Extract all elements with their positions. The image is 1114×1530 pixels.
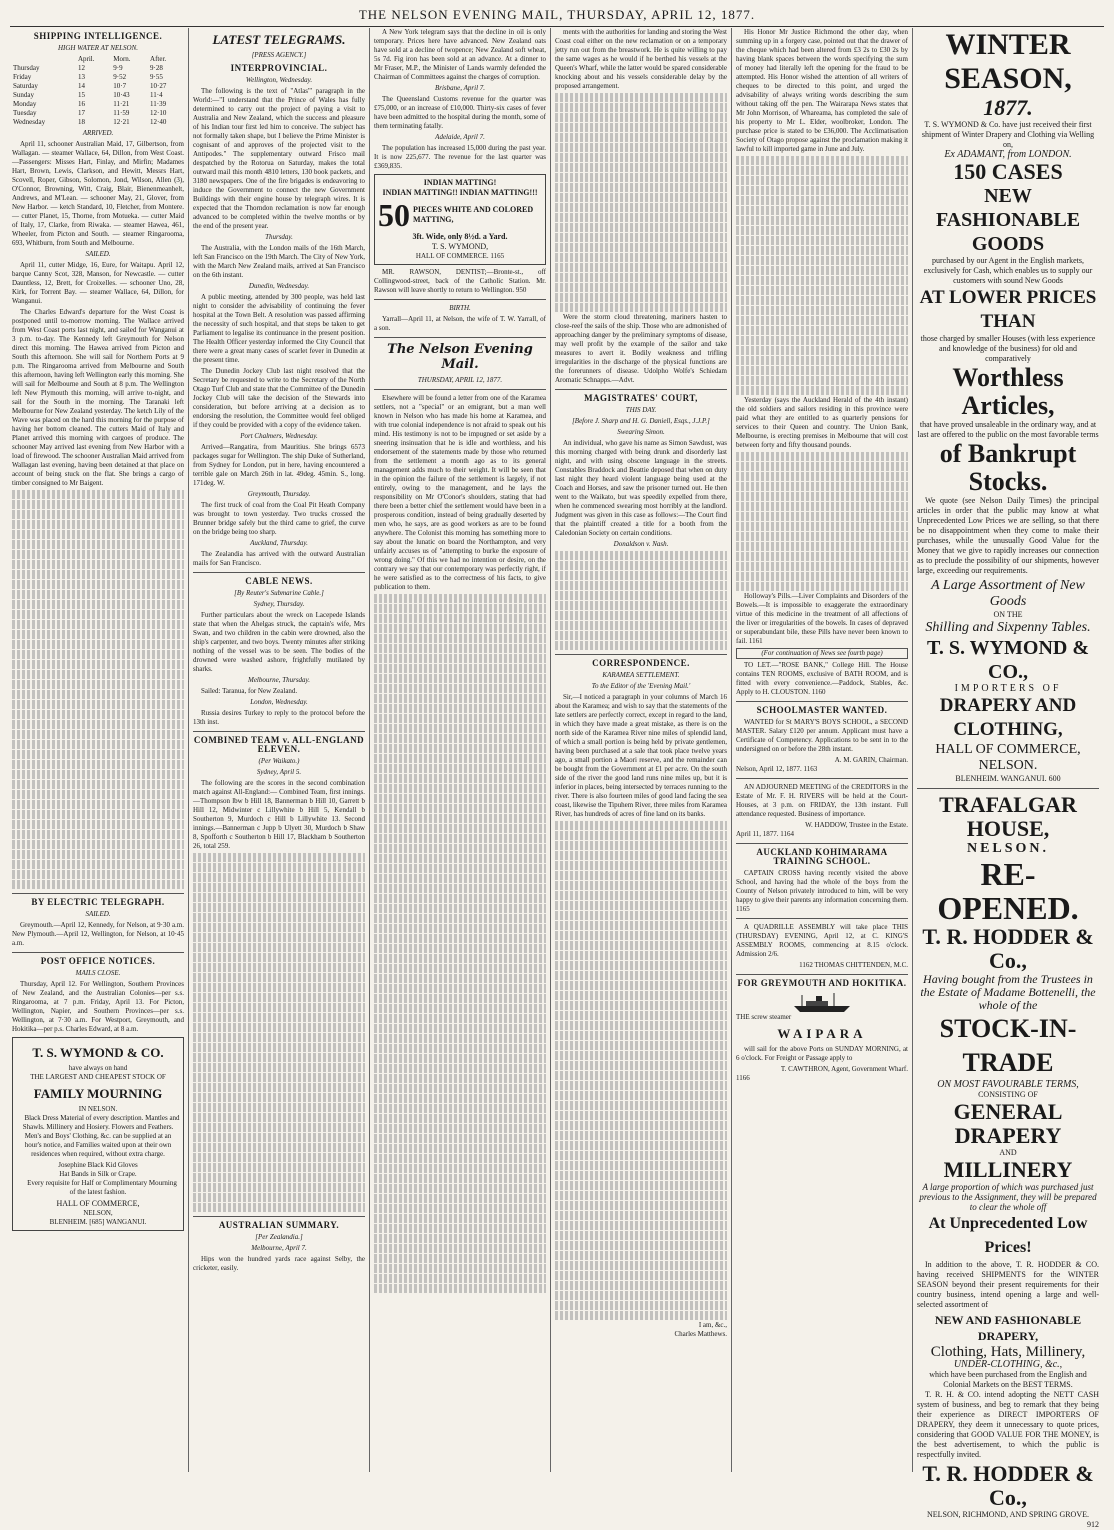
under-clothing: UNDER-CLOTHING, &c., (953, 1359, 1063, 1370)
court-text: An individual, who gave his name as Simon Sawdust, was this morning charged with being drunk and disorderly last night, and with using obscene language in the streets. Constables Braddock and Beattie deposed that when on duty last night they heard violent language being used at the Coach and Horses, and saw the prisoner turned out. He then went to the Waikato, but was speedily expelled from there, when he commenced swearing most horribly at the landlord. Judgment was given in this case as follows:—The Court find that the plaintiff created a title for a booth from the Caledonian Society on certain conditions. (555, 439, 727, 537)
dateline: Sydney, Thursday. (253, 600, 305, 608)
hodder-heading: T. R. HODDER & Co., (922, 924, 1094, 973)
shipping-news: The Charles Edward's departure for the West Coast is postponed until to-morrow morning. The Wallace arrived from West Coast ports last night, and sailed for Wanganui at 3 p.m. to-day. The Kennedy left Greymouth for Nelson direct this morning. The Hawea arrived from Picton and South this afternoon. She will sail for Northern Ports at 9 p.m. The Ringarooma arrived from Melbourne and South this afternoon, having left Wellington early this morning. She will sail for Melbourne and South at 8 p.m. The Wellington left New Plymouth this morning, will arrive to-night, and sail for the South in the morning. The Taranaki left Melbourne for New Zealand yesterday. The ketch Lily of the Wave was placed on the hard this morning for the purpose of having her bottom cleaned. The cutters Maid of Italy and Planet arrived this morning with cargoes of produce. The schooner May arrived last evening from New Harbor with a load of firewood. The schooner Australian Maid arrived from Wallagan last evening, having been detained at that place on account of being stuck on the flat. She brings a cargo of timber consigned to Mr Baigent. (12, 308, 184, 487)
divider (736, 843, 908, 844)
ad-line: have always on hand (68, 1064, 128, 1072)
correspondence-subject: KARAMEA SETTLEMENT. (602, 671, 680, 679)
consisting: CONSISTING OF (978, 1090, 1038, 1099)
paper-nameplate: The Nelson Evening Mail. (387, 342, 533, 372)
table-row: Thursday 12 9·9 9·28 (13, 64, 163, 72)
ad-places: BLENHEIM. [685] WANGANUI. (49, 1218, 147, 1226)
millinery-heading: MILLINERY (943, 1157, 1073, 1182)
dateline: Auckland, Thursday. (250, 539, 308, 547)
hall-of-commerce: HALL OF COMMERCE, (935, 742, 1081, 757)
text-filler (736, 156, 908, 395)
article-text: A public meeting, attended by 300 people, was held last night to consider the advisability of continuing the fever hospital at the Town Belt. A resolution was passed affirming the necessity of such hospital, and that steps be taken to get Parliament to legalise its continuance in the present position. The Health Officer yesterday informed the City Council that there were a great many cases of scarlet fever in Dunedin at the present time. (193, 293, 365, 364)
article-text: The Dunedin Jockey Club last night resolved that the Secretary be requested to write to the Secretary of the North Otago Turf Club and state that the Committee of the Dunedin Jockey Club will take the decision of the Stewards into consideration, but before arriving at a decision as to endorsing the resolution, the Committee would feel obliged if they could be provided with a copy of the evidence taken. (193, 367, 365, 429)
article-text: The population has increased 15,000 during the past year. It is now 225,677. The revenue for the last quarter was £369,835. (374, 144, 546, 170)
table-row: Saturday 14 10·7 10·27 (13, 82, 167, 90)
shipping-heading: SHIPPING INTELLIGENCE. (33, 31, 163, 41)
quadrille-sign: 1162 THOMAS CHITTENDEN, M.C. (799, 961, 908, 969)
ad-gloves: Josephine Black Kid Gloves (58, 1161, 138, 1169)
table-row: Monday 16 11·21 11·39 (13, 100, 167, 108)
zealandia-note: [Per Zealandia.] (255, 1233, 303, 1241)
greymouth-agent: T. CAWTHRON, Agent, Government Wharf. (780, 1065, 908, 1073)
table-row: Sunday 15 10·43 11·4 (13, 91, 163, 99)
court-case-2: Donaldson v. Nash. (613, 540, 669, 548)
that-text: that have proved unsaleable in the ordinary way, and at last are offered to the public on the most favorable terms (917, 420, 1099, 439)
bankrupt-heading: of Bankrupt Stocks. (939, 439, 1077, 496)
unprecedented-heading: At Unprecedented Low Prices! (928, 1215, 1088, 1256)
mails-close: MAILS CLOSE. (75, 969, 121, 977)
tables: Shilling and Sixpenny Tables. (925, 620, 1091, 635)
divider (374, 337, 546, 338)
creditors-sign: W. HADDOW, Trustee in the Estate. (805, 821, 908, 829)
tide-header: April. Morn. After. (77, 55, 167, 63)
steamer-icon (736, 991, 908, 1013)
article-text: Further particulars about the wreck on Lacepede Islands state that when the Ahelgas struck, the captain's wife, Mrs Swan, and two children in the cabin were drowned, also the ship's carpenter, and two boys. Twenty minutes after striking nothing of the vessel was to be seen. The bodies of the drowned were washed ashore, frightfully mutilated by sharks. (193, 611, 365, 673)
winter-ship: Ex ADAMANT, from LONDON. (944, 149, 1072, 160)
trafalgar-heading: TRAFALGAR HOUSE, (939, 792, 1077, 841)
creditors-date: April 11, 1877. 1164 (736, 830, 795, 838)
dateline: Adelaide, April 7. (435, 133, 485, 141)
winter-year: 1877. (983, 95, 1033, 120)
dateline: Wellington, Wednesday. (245, 76, 313, 84)
reuter-note: [By Reuter's Submarine Cable.] (234, 589, 324, 597)
article-text: Yesterday (says the Auckland Herald of the 4th instant) the old soldiers and sailors residing in this province were paid what they are entitled to as quarterly pensions for services to their Queen and country. The Union Bank, Melbourne, is erecting premises in Melbourne that will cost between forty and fifty thousand pounds. (736, 396, 908, 449)
column-4 (551, 28, 732, 1472)
which-text: which have been purchased from the English and Colonial Markets on the BEST TERMS. (929, 1370, 1087, 1389)
telegraph-sailed: SAILED. (85, 910, 111, 918)
divider (374, 299, 546, 300)
clothing-hats: Clothing, Hats, Millinery, (930, 1344, 1086, 1360)
article-text: The following are the scores in the second combination match against All-England:— Combined Team, first innings.—Thompson lbw b Hill 18, Bannerman b Hill 10, Garrett b Hill 12, Midwinter c Lillywhite b Hill 5, Kendall b Southerton 9, Murdoch c Hill b Lillywhite 13. Second innings.—Bannerman c Jupp b Ulyett 30, Murdoch b Shaw 8, Spofforth c Southerton b Hill 17, Blackham b Southerton 26, total 259. (193, 779, 365, 850)
telegraph-text: Greymouth.—April 12, Kennedy, for Nelson, at 9·30 a.m. New Plymouth.—April 12, Wellington, for Nelson, at 10·45 a.m. (12, 921, 184, 947)
kohimarama-heading: AUCKLAND KOHIMARAMA TRAINING SCHOOL. (756, 847, 888, 866)
text-filler (555, 93, 727, 312)
interprovincial-heading: INTERPROVINCIAL. (230, 63, 328, 73)
high-water-heading: HIGH WATER AT NELSON. (57, 44, 139, 52)
column-5 (732, 28, 913, 1472)
column-3 (370, 28, 551, 1472)
matting-number: 50 (378, 197, 410, 233)
importers: IMPORTERS OF (954, 683, 1062, 694)
those-text: those charged by smaller Houses (with less experience and knowledge of the business) for old and comparatively (920, 334, 1096, 363)
divider (736, 778, 908, 779)
summary-heading: AUSTRALIAN SUMMARY. (218, 1220, 340, 1230)
divider (917, 788, 1099, 789)
addition-text: In addition to the above, T. R. HODDER & CO. having received SHIPMENTS for the WINTER SEASON beyond their present requirements for their country business, intend opening a large and well-selected assortment of (917, 1260, 1099, 1309)
article-text: A New York telegram says that the decline in oil is only temporary. Prices here have advanced. New Zealand oats have sold at a decline of twopence; New Zealand soft wheat, 5s 7d. Fig iron has been sold at an advance. At a dinner to Mr Fraser, M.P., the Minister of Lands warmly defended the Chairman of Committees against the charges of corruption. (374, 28, 546, 81)
table-row: Friday 13 9·52 9·55 (13, 73, 163, 81)
dateline: London, Wednesday. (250, 698, 308, 706)
divider (736, 701, 908, 702)
court-case: Swearing Simon. (617, 428, 665, 436)
winter-intro: T. S. WYMOND & Co. have just received their first shipment of Winter Drapery and Clothing via Welling on, (921, 120, 1095, 149)
schoolmaster-heading: SCHOOLMASTER WANTED. (756, 705, 888, 715)
column-6-advertisements (913, 28, 1103, 1529)
columns (8, 28, 1106, 1529)
sailed-heading: SAILED. (85, 250, 111, 258)
continuation-note: (For continuation of News see fourth page) (736, 648, 908, 659)
divider (736, 974, 908, 975)
editorial-date: THURSDAY, APRIL 12, 1877. (417, 376, 503, 384)
divider (555, 389, 727, 390)
to-let-ad: TO LET.—"ROSE BANK," College Hill. The House contains TEN ROOMS, exclusive of BATH ROOM, and is fitted with every convenience.—Paddock, Stables, &c. Apply to H. CLOUSTON. 1160 (736, 661, 908, 696)
text-filler (12, 490, 184, 889)
article-text: Sailed: Taranua, for New Zealand. (201, 687, 298, 695)
correspondence-heading: CORRESPONDENCE. (592, 658, 690, 668)
dateline: Melbourne, Thursday. (247, 676, 311, 684)
text-filler (555, 821, 727, 1320)
ad-line: THE LARGEST AND CHEAPEST STOCK OF (30, 1073, 166, 1081)
ad-nelson: NELSON, (83, 1209, 113, 1217)
telegrams-heading: LATEST TELEGRAMS. (212, 32, 346, 47)
quadrille-ad: A QUADRILLE ASSEMBLY will take place THIS (THURSDAY) EVENING, April 12, at C. KING'S ASSEMBLY ROOMS, commencing at 8.15 o'clock. Admission 2/6. (736, 923, 908, 958)
and-label: AND (999, 1148, 1017, 1157)
greymouth-heading: FOR GREYMOUTH AND HOKITIKA. (737, 978, 907, 988)
divider (374, 389, 546, 390)
text-filler (374, 594, 546, 1293)
hodder-footer: T. R. HODDER & Co., (922, 1461, 1094, 1510)
drapery-clothing: DRAPERY AND CLOTHING, (939, 695, 1077, 740)
lower-prices: AT LOWER PRICES THAN (919, 287, 1097, 332)
divider (193, 572, 365, 573)
signature: Charles Matthews. (674, 1330, 727, 1338)
worthless-heading: Worthless Articles, (952, 363, 1064, 420)
creditors-notice: AN ADJOURNED MEETING of the CREDITORS in the Estate of Mr. F. H. RIVERS will be held at the Court-Houses, at 3 p.m. on FRIDAY, the 13th instant. Full attendance requested. Business of importance. (736, 783, 908, 818)
correspondence-to: To the Editor of the 'Evening Mail.' (591, 682, 691, 690)
quote-text: We quote (see Nelson Daily Times) the principal articles in order that the public may know at what Unprecedented Low Prices we are selling, so that there be no disappointment when they come to make their purchases, while the unusually Good Value for the Money that we give to rapidly increases our connection as to preclude the possibility of our shipments, however large, exceeding our requirements. (917, 496, 1099, 575)
waikato-note: (Per Waikato.) (258, 757, 300, 765)
dateline: Greymouth, Thursday. (247, 490, 311, 498)
article-text: His Honor Mr Justice Richmond the other day, when summing up in a forgery case, pointed out that the drawer of the cheque which had been altered from £3 2s to £30 2s by having blank spaces between the words specifying the sum of money had literally left the opening for the fraud to be attempted. His Honor wished the attention of all writers of cheques to be directed to this point, and urged the advisability of always writing words describing the sum without taking off the pen. The Wairarapa News states that Mr John Morrison, of Whareama, has completed the sale of his property to Mr L. Elder, woolbroker, London. The purchase price is stated to be £36,000. The Acclimatisation Society of Otago propose against the proclamation making it lawful to kill imported game in June and July. (736, 28, 908, 153)
editorial-text: Elsewhere will be found a letter from one of the Karamea settlers, not a "special" or an emigrant, but a man well known in Nelson who has made his home at Karamea, and with true colonial independence is not afraid to speak out his mind. His testimony is not to be impugned or set aside by a sneering insinuation that he is idle and worthless, and his endorsement of the statements made by those who returned from the settlement a month ago as to its general management adds much to their weight. It will be seen that in the opinion the failure of the settlement is largely, if not entirely, owing to the management, and he lays the responsibility on Mr O'Conor's shoulders, stating that had there been a better chief the settlement would have been in a prosperous condition, instead of being gradually deserted by men who, he says, are as good workers as are to be found anywhere. The Colonist this morning has something more to say about the lunatic on board the Northampton, and very unfairly accuses us of "attempting to burke the exposure of wrong doing." Of this we had no intention or desire, on the contrary we say that our contemporary was perfectly right, if he were satisfied as to the correctness of his facts, to give publication to them. (374, 394, 546, 591)
dateline: Brisbane, April 7. (434, 84, 486, 92)
large-prop: A large proportion of which was purchased just previous to the Assignment, they will be prepared to clear the whole off (919, 1182, 1097, 1212)
arrived-text: April 11, schooner Australian Maid, 17, Gilbertson, from Wallagan. — steamer Wallace, 64, Dillon, from West Coast.—Passengers: Misses Hart, Finlay, and Mirfin; Madames Hart, Brown, Lewis, Clarkson, and Hewitt, Messrs Hart, Scovell, Roper, Gibson, Solomon, Jond, Wilson, Allen (3), O'Connor, Browning, Witt, Craig, Blair, Bienenmeanhelt, Andrews, and M'Lean. — schooner May, 21, Glover, from New Harbor. — ketch Standard, 10, Fletcher, from Montere. — cutter Planet, 15, Thorne, from Motueka. — cutter Maid of Italy, 17, Clarke, from Riwaka. — steamer Hawea, 461, Wheeler, from Picton and South. — steamer Ringarooma, 693, Whitburn, from South and Melbourne. (12, 140, 184, 247)
article-text: Arrived—Rangatira, from Mauritius. She brings 6573 packages sugar for Wellington. The ship Duke of Sutherland, from Sydney for London, put in here, having encountered a terrible gale on March 26th in lat. 49deg. 45min. S., long. 171deg. W. (193, 443, 365, 487)
matting-title: INDIAN MATTING! (423, 178, 497, 187)
sailed-text: April 11, cutter Midge, 16, Eure, for Waitapu. April 12, barque Canny Scot, 328, Manson, for Newcastle. — cutter Dauntless, 12, Brett, for Croixelles. — schooner Uno, 28, Kirk, for Torrent Bay. — steamer Wallace, 64, Dillon, for Wanganui. (12, 261, 184, 305)
masthead: THE NELSON EVENING MAIL, THURSDAY, APRIL 12, 1877. (10, 4, 1104, 27)
divider (193, 1216, 365, 1217)
dateline: Port Chalmers, Wednesday. (240, 432, 318, 440)
general-drapery: GENERAL DRAPERY (953, 1099, 1063, 1148)
post-text: Thursday, April 12. For Wellington, Southern Provinces of New Zealand, and the Australian Colonies—per s.s. Ringarooma, at 7 p.m. Friday, April 13. For Picton, Wellington, Napier, and Southern Provinces—per s.s. Wellington, at 7·30 a.m. For Westport, Greymouth, and Hokitika—per p.s. Charles Edward, at 8 a.m. (12, 980, 184, 1033)
dateline: Dunedin, Wednesday. (248, 282, 310, 290)
divider (12, 952, 184, 953)
article-text: Hips won the hundred yards race against Selby, the cricketer, easily. (193, 1255, 365, 1272)
dateline: Sydney, April 5. (256, 768, 302, 776)
pills-ad: Holloway's Pills.—Liver Complaints and Disorders of the Bowels.—It is impossible to exaggerate the extraordinary virtue of this medicine in the treatment of all affections of the liver or irregularities of the bowels. In cases of depraved or superabundant bile, these Pills have never been known to fail. 1161 (736, 592, 908, 645)
court-day: THIS DAY. (625, 406, 657, 414)
winter-season-heading: WINTER SEASON, (944, 28, 1072, 95)
reopened-heading: RE-OPENED. (937, 856, 1079, 926)
press-agency: [PRESS AGENCY.] (251, 51, 307, 59)
dateline: Thursday. (265, 233, 293, 241)
schoolmaster-text: WANTED for St MARY'S BOYS SCHOOL, a SECOND MASTER. Salary £120 per annum. Applicant must have a Certificate of Competency. Applications to be sent in to the undersigned on or before the 28th instant. (736, 718, 908, 753)
text-filler (193, 853, 365, 1212)
purchased-text: purchased by our Agent in the English markets, exclusively for Cash, which enables us to supply our customers with sound New Goods (923, 256, 1093, 285)
article-text: Russia desires Turkey to reply to the protocol before the 13th inst. (193, 709, 365, 726)
birth-notice: Yarrall—April 11, at Nelson, the wife of T. W. Yarrall, of a son. (374, 315, 546, 332)
column-1 (8, 28, 189, 1472)
correspondence-text: Sir,—I noticed a paragraph in your columns of March 16 about the Karamea; and wish to say that the statements of the late settlers are perfectly correct, except in regard to the land, in which they have made a great mistake, as there is on the north side of the Karamea River nine miles of splendid land, of which a small portion is being held by private gentlemen, having been purchased at a sale that took place twelve years ago, a small portion a Maori reserve, and the remainder can be bought from the Government at £1 per acre. On the south side of the river the good land runs nine miles up, but it is inferior in places, being intersected by terraces running to the river. There is also fourteen miles of good land facing the sea coast, likewise the Tipuhem River, three miles from Karamea River, has hundreds of acres of fine land on its banks. (555, 693, 727, 818)
matting-firm: T. S. WYMOND, (431, 242, 489, 251)
new-drapery: NEW AND FASHIONABLE DRAPERY, (934, 1313, 1082, 1343)
ad-hats: Hat Bands in Silk or Crape. (59, 1170, 137, 1178)
table-row: Tuesday 17 11·59 12·10 (13, 109, 167, 117)
wymond-firm: T. S. WYMOND & CO., (926, 637, 1090, 683)
steamer-name: WAIPARA (777, 1026, 867, 1041)
matting-ad (374, 174, 546, 265)
steamer-label: THE screw steamer (736, 1013, 792, 1021)
article-text: The Queensland Customs revenue for the quarter was £75,000, or an increase of £10,000. Thirty-six cases of fever have been admitted to the hospital during the month, some of them terminating fatally. (374, 95, 546, 130)
article-text: Were the storm cloud threatening, mariners hasten to close-reef the sails of the ship. Those who are admonished of approaching danger by the preliminary symptoms of disease, may well profit by the example of the sailor and take measures to avert it. Bodily weakness and trifling irregularities in the discharge of the physical functions are the forerunners of disease. Udolpho Wolfe's Schiedam Aromatic Schnapps.—Advt. (555, 313, 727, 384)
ad-title: FAMILY MOURNING (33, 1086, 163, 1101)
wymond-places: BLENHEIM. WANGANUI. 600 (955, 774, 1061, 783)
arrived-heading: ARRIVED. (82, 129, 114, 137)
mourning-ad (12, 1037, 184, 1231)
divider (736, 918, 908, 919)
dentist-ad: MR. RAWSON, DENTIST;—Bronte-st., off Collingwood-street, back of the Catholic Station. Mr. Rawson will leave shortly to return to Wellington. 950 (374, 268, 546, 294)
grove-text: NELSON, RICHMOND, AND SPRING GROVE. (926, 1510, 1089, 1519)
tide-table (12, 55, 184, 127)
article-text: The following is the text of "Atlas'" paragraph in the World:—"I understand that the Prince of Wales has fully determined to carry out the project of paying a visit to Australia and New Zealand, which the success and pleasure of his Indian tour first led him to conceive. The subject has not formally taken shape, but I believe the Prime Minister is cognisant of and approves of the projected visit to the Antipodes." The supplementary outward Frisco mail despatched by the Rotorua on Saturday, makes the total outward mail this month 4810 letters, 130 book packets, and 3180 newspapers. One of the fire brigades is endeavoring to induce the Government to connect the new Government Buildings with their engine house by telegraph wires. It is expected that the Thorndon reclamation is now far enough advanced to be completed within the twelve months or by the end of the present year. (193, 87, 365, 230)
trafalgar-nelson: NELSON. (966, 841, 1050, 856)
terms-text: ON MOST FAVOURABLE TERMS, (937, 1079, 1079, 1090)
matting-sub: INDIAN MATTING!! INDIAN MATTING!!! (382, 188, 538, 197)
table-row: Wednesday 18 12·21 12·40 (13, 118, 167, 126)
ad-firm: T. S. WYMOND & CO. (32, 1045, 164, 1060)
greymouth-num: 1166 (736, 1074, 750, 1082)
divider (193, 731, 365, 732)
post-heading: POST OFFICE NOTICES. (40, 956, 156, 966)
stock-heading: STOCK-IN-TRADE (939, 1014, 1077, 1077)
on-the: ON THE (993, 610, 1023, 619)
ad-items: Black Dress Material of every description. Mantles and Shawls. Millinery and Hosiery. Flowers and Feathers. Men's and Boys' Clothing, &c. can be supplied at an hour's notice, and Families waited upon at their own residences when required, without extra charge. (22, 1114, 180, 1158)
matting-hall: HALL OF COMMERCE. 1165 (415, 252, 505, 260)
ad-hall: HALL OF COMMERCE, (56, 1199, 140, 1208)
column-2 (189, 28, 370, 1472)
divider (555, 654, 727, 655)
court-heading: MAGISTRATES' COURT, (584, 393, 698, 403)
matting-pieces: PIECES WHITE AND COLORED MATTING, (413, 205, 534, 224)
dateline: Melbourne, April 7. (251, 1244, 307, 1252)
birth-heading: BIRTH. (449, 304, 471, 312)
assortment: A Large Assortment of New Goods (931, 578, 1085, 609)
schoolmaster-date: Nelson, April 12, 1877. 1163 (736, 765, 818, 773)
signoff: I am, &c., (698, 1321, 727, 1329)
article-text: ments with the authorities for landing and storing the West Coast coal either on the new reclamation or on a temporary jetty run out from the breastwork. He is quite willing to pay the same wages as he would if he berthed his vessels at the Queen's Wharf, while the latter would be spared considerable knocking about and his vessels considerable delay by the proposed arrangement. (555, 28, 727, 90)
text-filler (736, 452, 908, 591)
cases-heading: 150 CASES (953, 159, 1063, 184)
telegraph-heading: BY ELECTRIC TELEGRAPH. (31, 897, 165, 907)
cable-heading: CABLE NEWS. (245, 576, 313, 586)
matting-price: 3ft. Wide, only 8½d. a Yard. (412, 232, 508, 241)
goods-heading: NEW FASHIONABLE GOODS (935, 185, 1081, 255)
cash-text: T. R. H. & CO. intend adopting the NETT CASH system of business, and beg to remark that they being their experience as DIRECT IMPORTERS OF DRAPERY, they deem it unnecessary to quote prices, considering that GOOD VALUE FOR THE MONEY, is the best advertisement, to which the public is respectfully invited. (917, 1390, 1099, 1459)
ad-line: IN NELSON. (78, 1105, 118, 1113)
text-filler (555, 551, 727, 650)
court-before: [Before J. Sharp and H. G. Daniell, Esqs., J.J.P.] (572, 417, 710, 425)
ad-every: Every requisite for Half or Complimentary Mourning of the latest fashion. (27, 1179, 177, 1196)
greymouth-text: will sail for the above Ports on SUNDAY MORNING, at 6 o'clock. For Freight or Passage apply to (736, 1045, 908, 1062)
ad-number: 912 (1087, 1520, 1099, 1529)
combined-heading: COMBINED TEAM v. ALL-ENGLAND ELEVEN. (193, 735, 365, 754)
divider (12, 893, 184, 894)
schoolmaster-sign: A. M. GARIN, Chairman. (834, 756, 908, 764)
article-text: The first truck of coal from the Coal Pit Heath Company was brought to town yesterday. Two trucks crossed the Brunner bridge safely but the third came to grief, the curve on the bridge being too sharp. (193, 501, 365, 536)
having-text: Having bought from the Trustees in the Estate of Madame Bottenelli, the whole of the (920, 972, 1096, 1012)
kohimarama-text: CAPTAIN CROSS having recently visited the above School, and having had the whole of the boys from the County of Nelson privately introduced to him, will be very happy to give their parents any information concerning them. 1165 (736, 869, 908, 913)
nelson-label: NELSON. (978, 758, 1038, 773)
article-text: The Zealandia has arrived with the outward Australian mails for San Francisco. (193, 550, 365, 567)
article-text: The Australia, with the London mails of the 16th March, left San Francisco on the 19th March. The City of New York, with the March New Zealand mails, arrived at San Francisco on the 6th instant. (193, 244, 365, 279)
